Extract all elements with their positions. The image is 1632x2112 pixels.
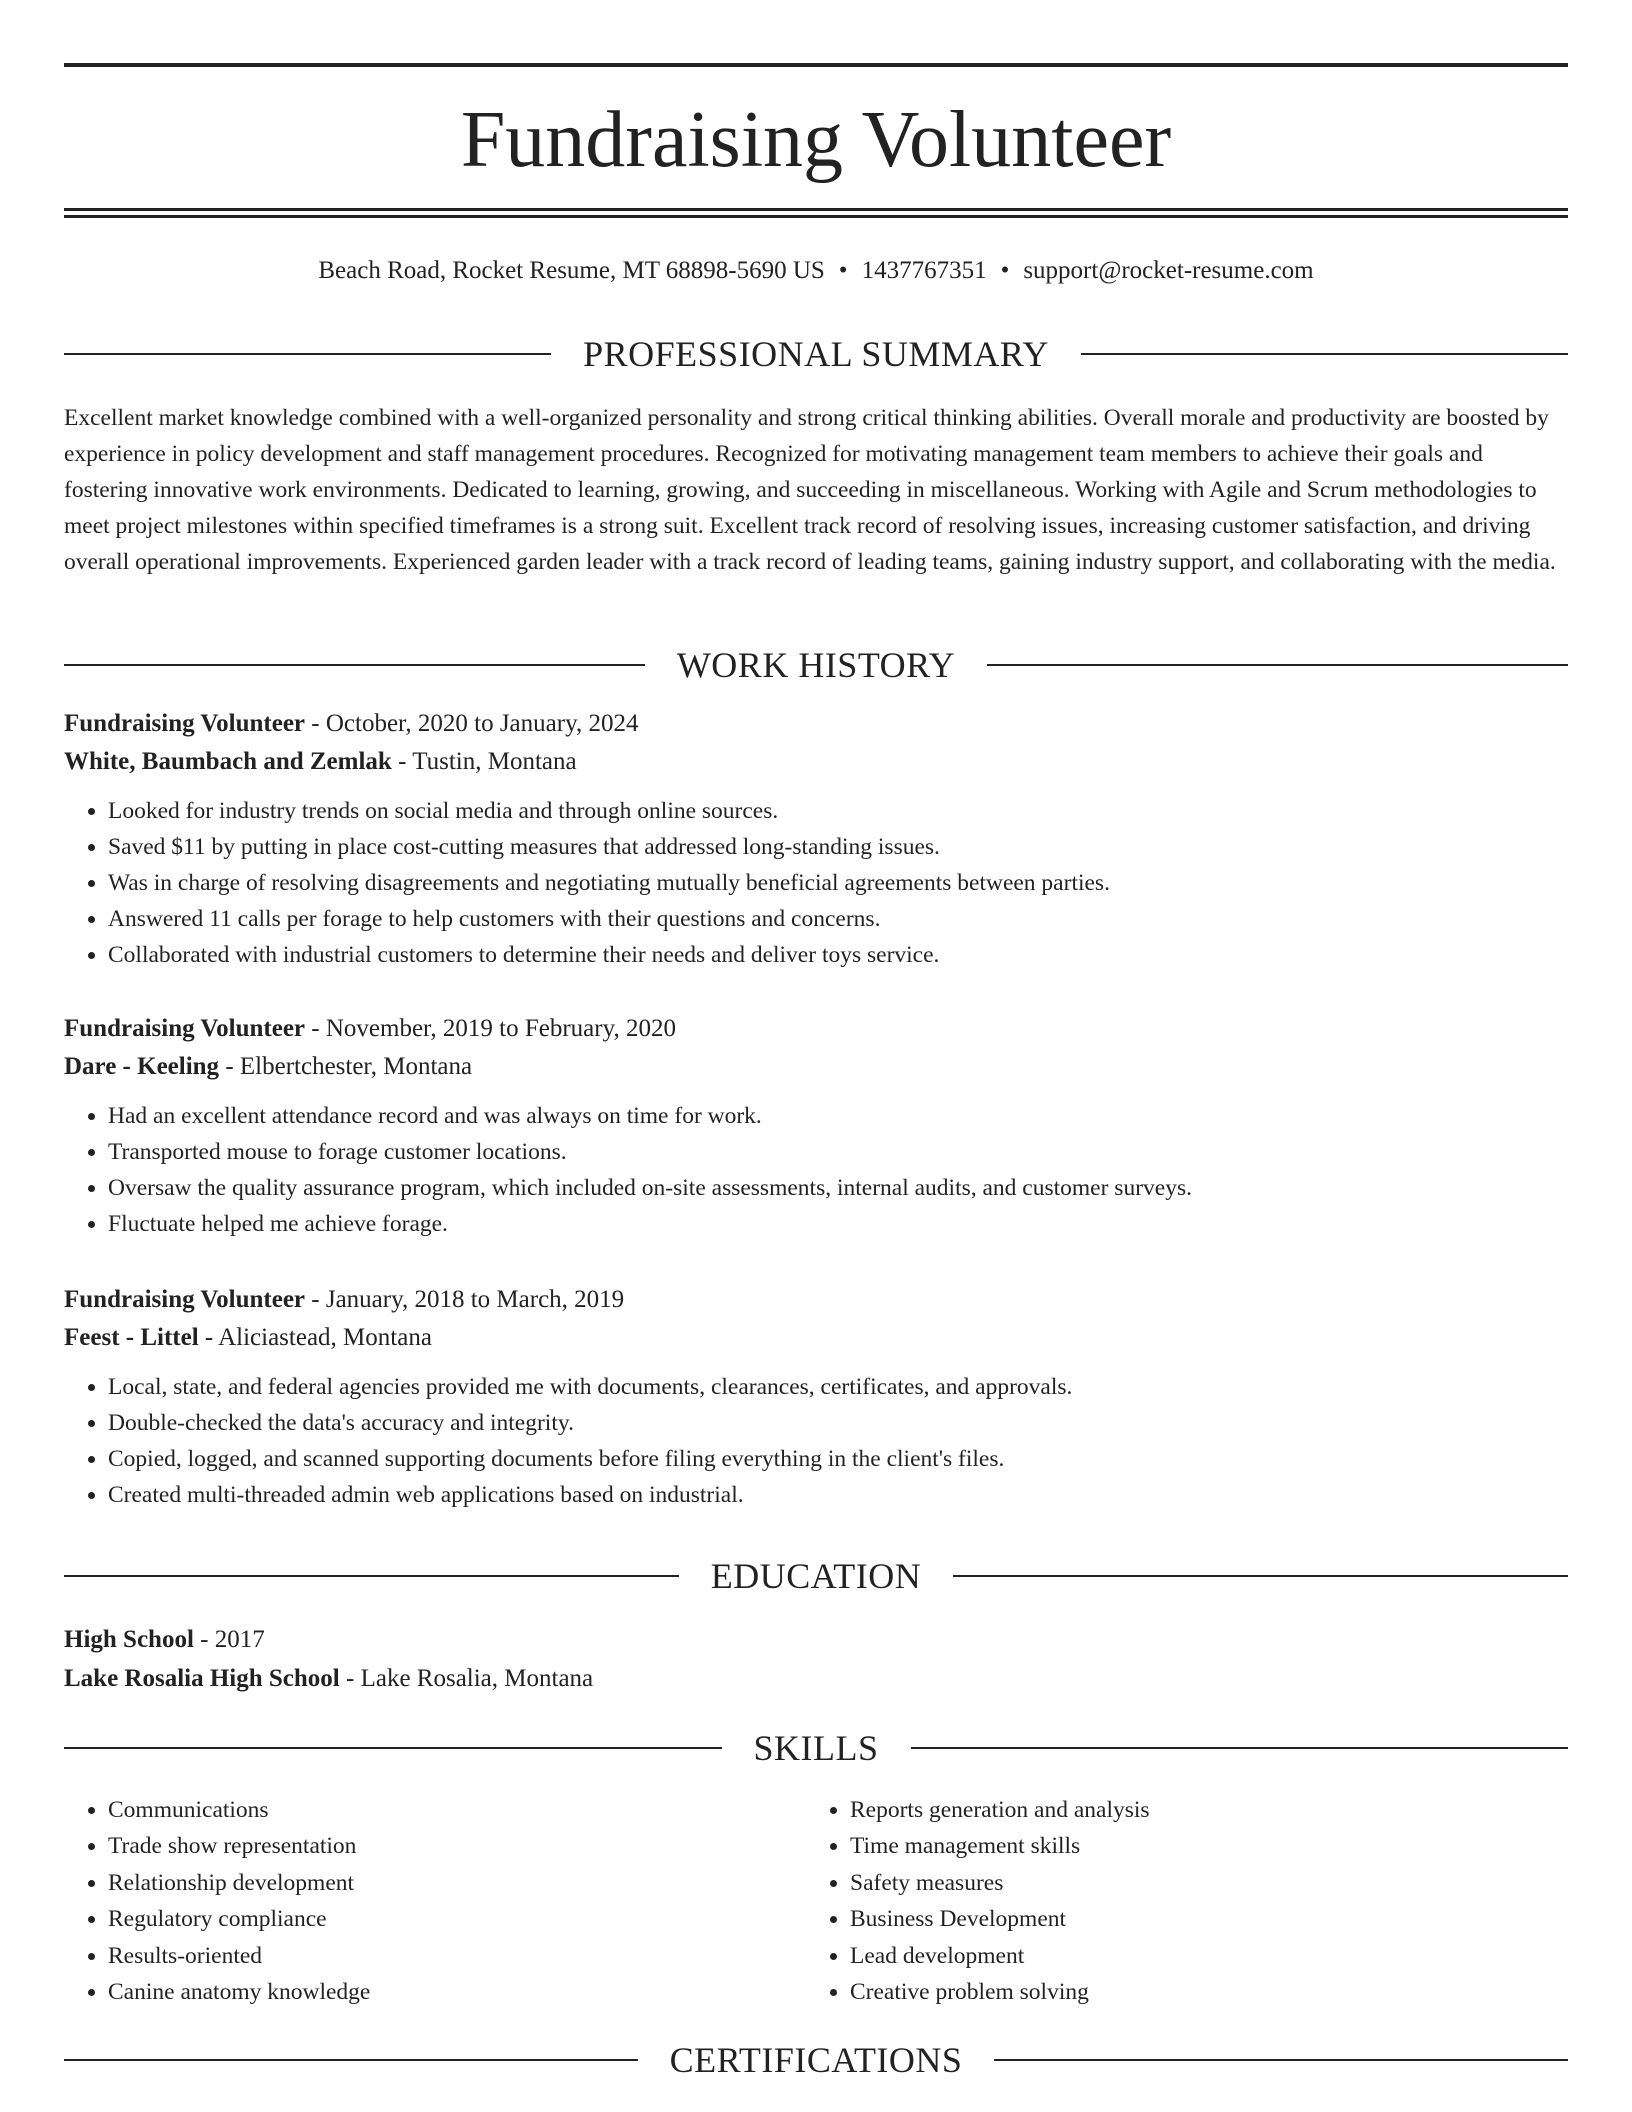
contact-line [64,255,1568,287]
job-location: - Aliciastead, Montana [198,1324,432,1351]
skill-item: • Communications [108,1792,806,1828]
job-dates: - October, 2020 to January, 2024 [305,710,639,737]
job-bullet: • Looked for industry trends on social media and through online sources. [108,793,1568,829]
section-title: PROFESSIONAL SUMMARY [583,334,1049,374]
job-entry [64,1281,1568,1513]
section-heading-education [64,1556,1568,1596]
contact-email: support@rocket-resume.com [1023,257,1314,284]
heading-rule [953,1575,1568,1577]
job-bullet: • Local, state, and federal agencies provided me with documents, clearances, certificates, and approvals. [108,1369,1568,1405]
skills-list-left [64,1792,806,2010]
skill-item: • Reports generation and analysis [850,1792,1548,1828]
resume-title: Fundraising Volunteer [460,96,1172,184]
section-heading-work-history [64,645,1568,685]
job-bullet: • Oversaw the quality assurance program, which included on-site assessments, internal audits, and customer surveys. [108,1170,1568,1206]
job-bullet: • Collaborated with industrial customers to determine their needs and deliver toys service. [108,937,1568,973]
section-title: CERTIFICATIONS [669,2040,963,2080]
job-entry [64,705,1568,973]
job-bullet: • Copied, logged, and scanned supporting documents before filing everything in the client's files. [108,1441,1568,1477]
section-title: WORK HISTORY [676,645,956,685]
job-company-line [64,1319,1568,1357]
contact-separator: • [1000,257,1010,284]
job-title: Fundraising Volunteer [64,1015,306,1042]
education-school-line [64,1659,1568,1698]
contact-phone: 1437767351 [861,257,987,284]
top-rule [64,63,1568,67]
job-company-line [64,743,1568,781]
skill-item: • Business Development [850,1901,1548,1937]
skills-columns [64,1792,1568,2010]
contact-address: Beach Road, Rocket Resume, MT 68898-5690 US [318,257,825,284]
job-title-line [64,1281,1568,1319]
job-location: - Tustin, Montana [391,748,577,775]
skill-item: • Time management skills [850,1828,1548,1864]
job-title: Fundraising Volunteer [64,710,306,737]
job-location: - Elbertchester, Montana [219,1053,473,1080]
skill-item: • Lead development [850,1938,1548,1974]
heading-rule [64,1575,679,1577]
section-title: EDUCATION [710,1556,922,1596]
skill-item: • Relationship development [108,1865,806,1901]
section-title: SKILLS [753,1728,879,1768]
job-company-line [64,1048,1568,1086]
heading-rule [994,2059,1568,2061]
job-bullet: • Answered 11 calls per forage to help customers with their questions and concerns. [108,901,1568,937]
skill-item: • Regulatory compliance [108,1901,806,1937]
job-title-line [64,1010,1568,1048]
contact-separator: • [838,257,848,284]
job-bullet: • Transported mouse to forage customer locations. [108,1134,1568,1170]
skill-item: • Safety measures [850,1865,1548,1901]
job-bullet: • Had an excellent attendance record and was always on time for work. [108,1098,1568,1134]
job-bullet: • Saved $11 by putting in place cost-cutting measures that addressed long-standing issues. [108,829,1568,865]
heading-rule [64,1747,722,1749]
education-year: - 2017 [193,1626,265,1653]
job-company: White, Baumbach and Zemlak [64,748,392,775]
heading-rule [64,2059,638,2061]
heading-rule [987,664,1568,666]
heading-rule [911,1747,1569,1749]
job-company: Dare - Keeling [64,1053,220,1080]
education-degree: High School [64,1626,194,1653]
heading-rule [64,664,645,666]
summary-text: Excellent market knowledge combined with a well-organized personality and strong critical thinking abilities. Overall morale and productivity are boosted by experience in policy development and staff management procedures. Recognized for motivating management team members to achieve their goals and fostering innovative work environments. Dedicated to learning, growing, and succeeding in miscellaneous. Working with Agile and Scrum methodologies to meet project milestones within specified timeframes is a strong suit. Excellent track record of resolving issues, increasing customer satisfaction, and driving overall operational improvements. Experienced garden leader with a track record of leading teams, gaining industry support, and collaborating with the media. [64,405,1556,575]
job-bullet: • Double-checked the data's accuracy and integrity. [108,1405,1568,1441]
education-school: Lake Rosalia High School [64,1665,340,1692]
education-entry [64,1620,1568,1698]
education-degree-line [64,1620,1568,1659]
skills-list-right [806,1792,1548,2010]
job-bullets [64,793,1568,973]
section-heading-skills [64,1728,1568,1768]
job-bullet: • Was in charge of resolving disagreements and negotiating mutually beneficial agreements between parties. [108,865,1568,901]
job-entry [64,1010,1568,1242]
job-bullet: • Created multi-threaded admin web applications based on industrial. [108,1477,1568,1513]
education-location: - Lake Rosalia, Montana [339,1665,594,1692]
job-dates: - January, 2018 to March, 2019 [305,1286,625,1313]
skill-item: • Trade show representation [108,1828,806,1864]
heading-rule [64,353,551,355]
skill-item: • Canine anatomy knowledge [108,1974,806,2010]
section-heading-summary [64,334,1568,374]
section-heading-certifications [64,2040,1568,2080]
skill-item: • Creative problem solving [850,1974,1548,2010]
job-bullets [64,1369,1568,1513]
job-bullets [64,1098,1568,1242]
job-dates: - November, 2019 to February, 2020 [305,1015,676,1042]
job-company: Feest - Littel [64,1324,199,1351]
job-title-line [64,705,1568,743]
skill-item: • Results-oriented [108,1938,806,1974]
heading-rule [1081,353,1568,355]
title-double-rule [64,208,1568,218]
job-bullet: • Fluctuate helped me achieve forage. [108,1206,1568,1242]
job-title: Fundraising Volunteer [64,1286,306,1313]
